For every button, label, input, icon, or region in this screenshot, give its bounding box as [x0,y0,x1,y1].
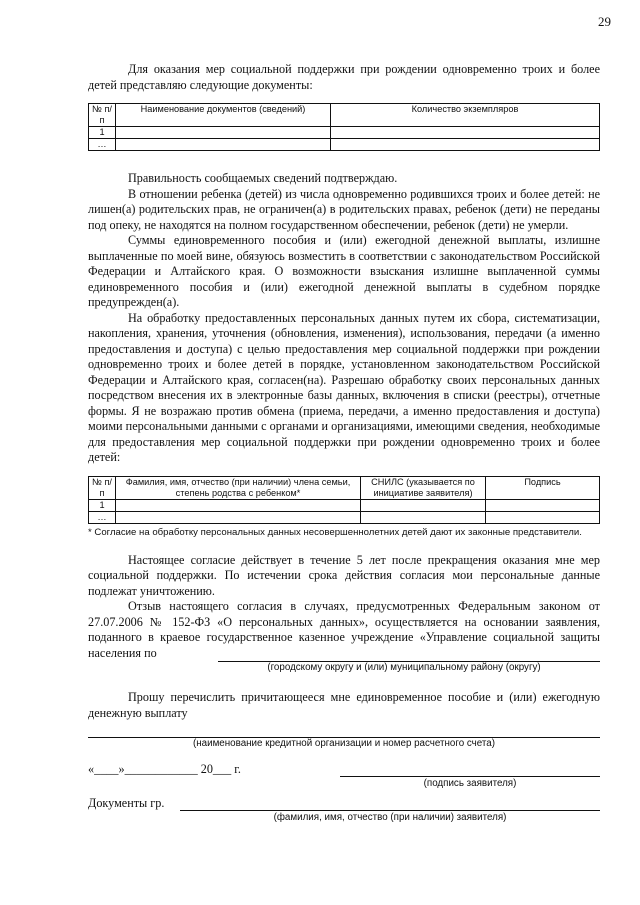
table-row [89,499,600,511]
col-signature-header: Подпись [486,476,600,499]
fio-caption: (фамилия, имя, отчество (при наличии) заявителя) [273,812,507,823]
signature-caption: (подпись заявителя) [423,778,517,789]
table-cell[interactable] [486,499,600,511]
consent-table-header [89,476,600,499]
consent-validity-paragraph: Настоящее согласие действует в течение 5 лет после прекращения оказания мне мер социальной поддержки. По истечении срока действия согласия мои персональные данные подлежат уничтожению. [88,552,600,598]
confirm-paragraph: Правильность сообщаемых сведений подтверждаю. [128,171,398,185]
table-cell[interactable] [331,139,600,151]
consent-table [88,476,600,524]
col-count-header: Количество экземпляров [331,104,600,127]
table-row [89,139,600,151]
consent-revocation-paragraph: Отзыв настоящего согласия в случаях, предусмотренных Федеральным законом от 27.07.2006 № 152-ФЗ «О персональных данных», осуществляется на основании заявления, поданного в краевое государственное казенное учреждение «Управление социальной защиты населения по [88,599,600,660]
date-field[interactable]: «____»____________ 20___ г. [88,762,241,776]
documents-label: Документы гр. [88,796,165,810]
documents-table [88,103,600,151]
col-doc-name-header: Наименование документов (сведений) [116,104,331,127]
table-cell: 1 [89,499,116,511]
table-row [89,511,600,523]
document-body [88,62,600,824]
table-cell[interactable] [331,127,600,139]
table-cell[interactable] [116,127,331,139]
table-cell: … [89,511,116,523]
table-cell[interactable] [486,511,600,523]
personal-data-paragraph: На обработку предоставленных персональных данных путем их сбора, систематизации, накопления, хранения, уточнения (обновления, изменения), использования, передачи (а именно предоставления и доступа) с целью предоставления мер социальной поддержки при рождении одновременно троих и более детей в порядке, установленном законодательством Российской Федерации и Алтайского края, согласен(на). Разрешаю обработку своих персональных данных посредством внесения их в электронные базы данных, включения в списки (реестры), отчетные формы. Я не возражаю против обмена (приема, передачи, а именно предоставления и доступа) моими персональными данными с органами и организациями, имеющими сведения, необходимые для предоставления мер социальной поддержки при рождении одновременно троих и более детей: [88,310,600,464]
request-paragraph: Прошу перечислить причитающееся мне единовременное пособие и (или) ежегодную денежную выплату [88,690,600,720]
footnote: * Согласие на обработку персональных данных несовершеннолетних детей дают их законные представители. [88,526,582,538]
col-number-header: № п/п [89,104,116,127]
documents-line[interactable] [180,810,600,811]
refund-paragraph: Суммы единовременного пособия и (или) ежегодной денежной выплаты, излишне выплаченные по моей вине, обязуюсь возместить в соответствии с законодательством Российской Федерации и Алтайского края. О возможности взыскания излишне выплаченной суммы единовременного пособия и (или) ежегодной денежной выплаты в судебном порядке предупрежден(а). [88,233,600,309]
col-number-header: № п/п [89,476,116,499]
date-signature-row [88,762,600,778]
documents-table-header [89,104,600,127]
intro-paragraph: Для оказания мер социальной поддержки при рождении одновременно троих и более детей представляю следующие документы: [88,62,600,92]
table-cell[interactable] [361,499,486,511]
signature-line[interactable] [340,776,600,777]
bank-caption: (наименование кредитной организации и номер расчетного счета) [192,738,496,749]
children-status-paragraph: В отношении ребенка (детей) из числа одновременно родившихся троих и более детей: не лишен(а) родительских прав, не ограничен(а) в родительских правах, ребенок (дети) не переданы под опеку, не находятся на полном государственном обеспечении, ребенок (дети) не умерли. [88,186,600,232]
table-cell[interactable] [361,511,486,523]
table-cell[interactable] [116,499,361,511]
table-cell[interactable] [116,139,331,151]
table-row [89,127,600,139]
table-cell: … [89,139,116,151]
col-snils-header: СНИЛС (указывается по инициативе заявителя) [361,476,486,499]
col-fio-header: Фамилия, имя, отчество (при наличии) члена семьи, степень родства с ребенком* [116,476,361,499]
documents-row [88,796,600,812]
table-cell[interactable] [116,511,361,523]
table-cell: 1 [89,127,116,139]
page-number: 29 [598,14,611,29]
district-caption: (городскому округу и (или) муниципальному району (округу) [267,662,541,673]
